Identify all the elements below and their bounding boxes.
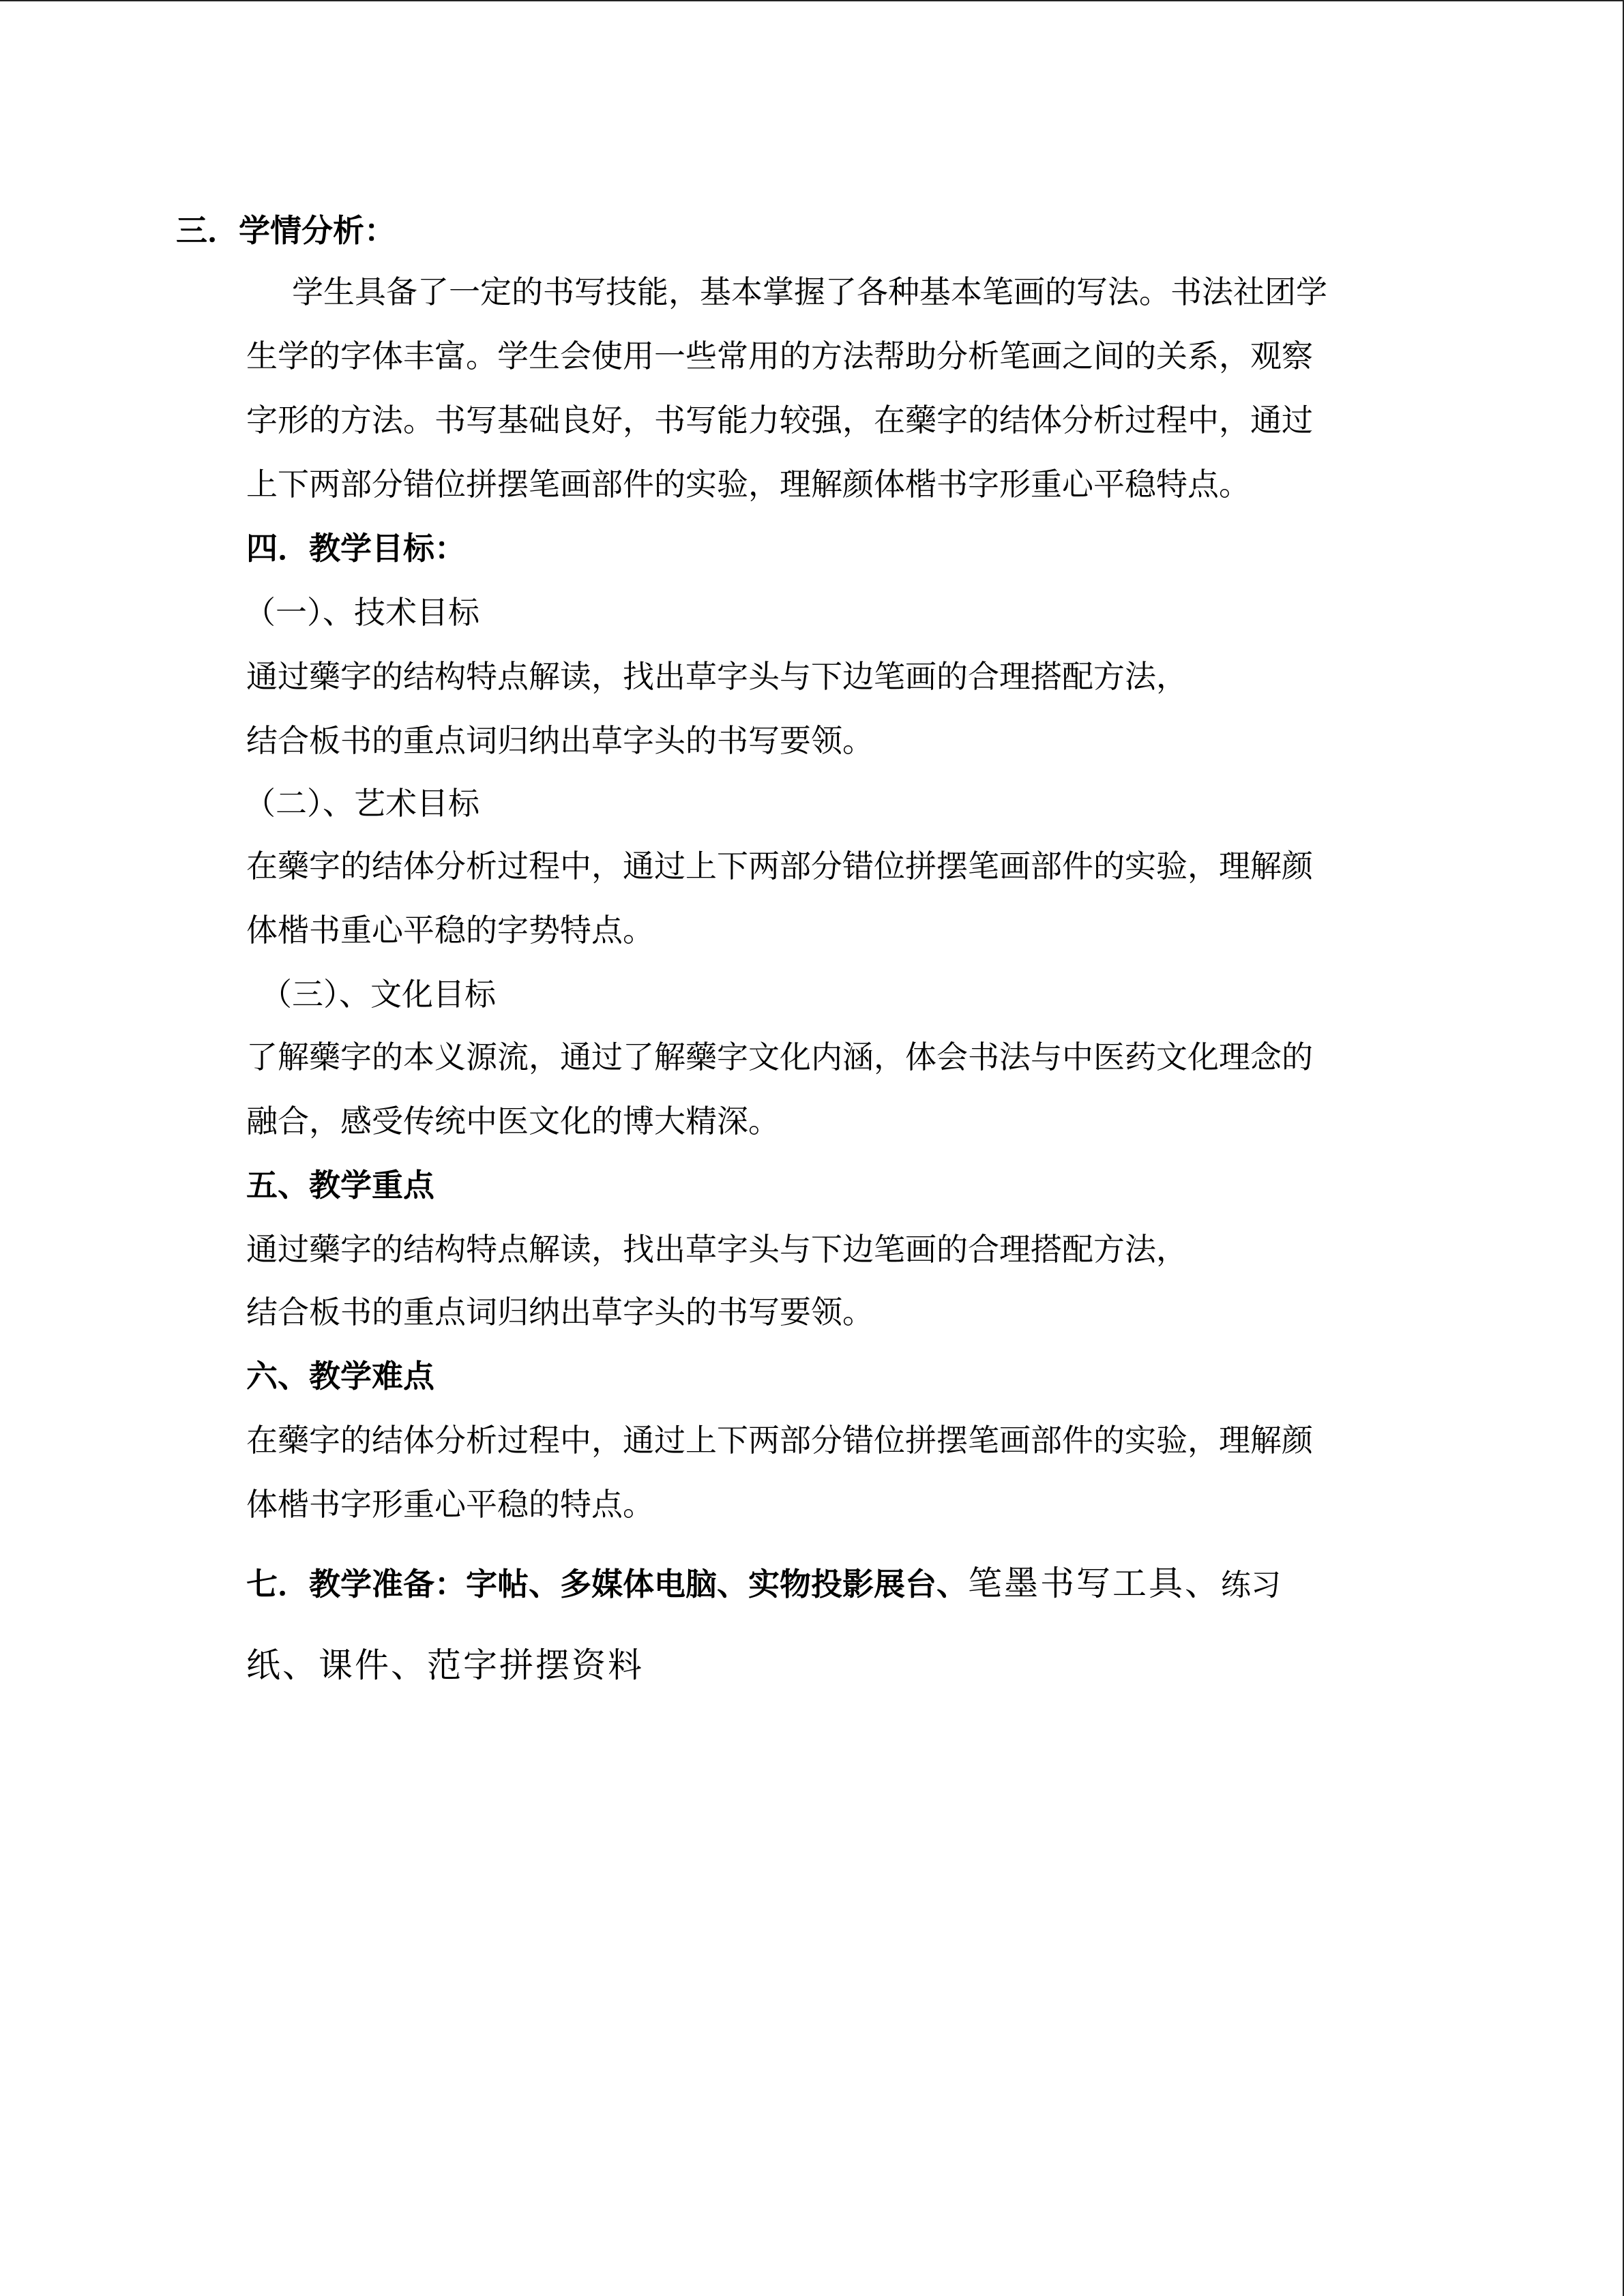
paragraph-line: 了解藥字的本义源流，通过了解藥字文化内涵，体会书法与中医药文化理念的	[246, 1039, 1313, 1075]
subsection-title: （一）、技术目标	[244, 594, 479, 631]
section-heading-4: 四．教学目标：	[246, 530, 466, 567]
paragraph-line: 学生具备了一定的书写技能，基本掌握了各种基本笔画的写法。书法社团学	[292, 273, 1327, 310]
subsection-title: （二）、艺术目标	[244, 785, 479, 822]
paragraph-line: 结合板书的重点词归纳出草字头的书写要领。	[246, 722, 874, 759]
section-heading-5: 五、教学重点	[246, 1167, 434, 1204]
tail-text: 练习	[1221, 1568, 1281, 1602]
section-heading-6: 六、教学难点	[246, 1358, 434, 1395]
kai-text: 纸、课件、范字拼摆资料	[246, 1645, 644, 1685]
section-heading-3: 三．学情分析：	[176, 212, 396, 249]
section-heading-7: 七．教学准备：字帖、多媒体电脑、实物投影展台、	[246, 1566, 968, 1602]
subsection-title: （三）、文化目标	[261, 976, 496, 1013]
paragraph-line: 生学的字体丰富。学生会使用一些常用的方法帮助分析笔画之间的关系，观察	[246, 338, 1313, 374]
paragraph-line: 在藥字的结体分析过程中，通过上下两部分错位拼摆笔画部件的实验，理解颜	[246, 1422, 1313, 1459]
paragraph-line: 字形的方法。书写基础良好，书写能力较强，在藥字的结体分析过程中，通过	[246, 402, 1313, 438]
paragraph-line: 在藥字的结体分析过程中，通过上下两部分错位拼摆笔画部件的实验，理解颜	[246, 848, 1313, 884]
paragraph-line: 通过藥字的结构特点解读，找出草字头与下边笔画的合理搭配方法，	[246, 658, 1187, 695]
paragraph-line: 体楷书重心平稳的字势特点。	[246, 912, 654, 949]
paragraph-line: 通过藥字的结构特点解读，找出草字头与下边笔画的合理搭配方法，	[246, 1231, 1187, 1268]
section-7-line	[246, 1562, 1281, 1607]
kai-text: 笔墨书写工具、	[968, 1564, 1221, 1603]
paragraph-line: 融合，感受传统中医文化的博大精深。	[246, 1103, 780, 1139]
paragraph-line: 上下两部分错位拼摆笔画部件的实验，理解颜体楷书字形重心平稳特点。	[246, 466, 1250, 503]
paragraph-line: 体楷书字形重心平稳的特点。	[246, 1486, 654, 1523]
paragraph-line: 结合板书的重点词归纳出草字头的书写要领。	[246, 1294, 874, 1330]
